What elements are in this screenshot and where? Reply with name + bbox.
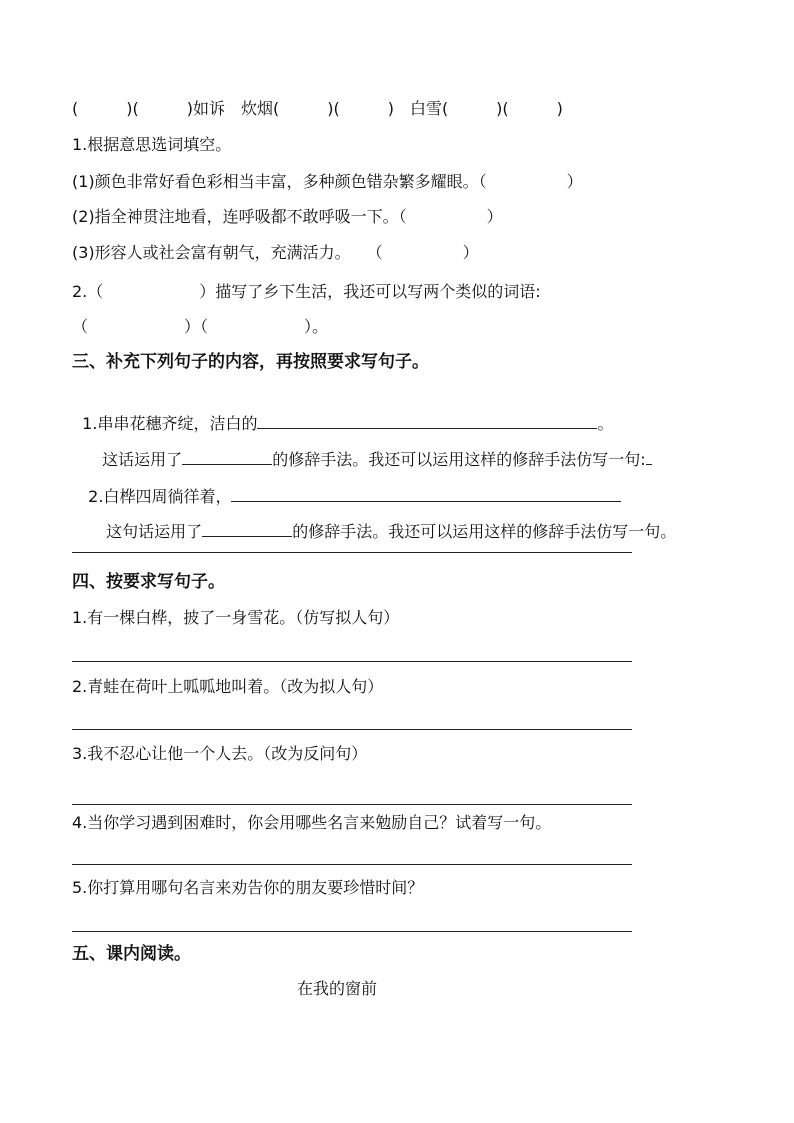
answer-line[interactable] (72, 804, 632, 805)
sentence-1-note-a: 这话运用了 (102, 450, 183, 469)
section-4-item-5: 5.你打算用哪句名言来劝告你的朋友要珍惜时间？ (72, 878, 424, 897)
section-3-heading: 三、补充下列句子的内容，再按照要求写句子。 (72, 352, 429, 372)
rhetoric-blank-2[interactable] (202, 519, 292, 537)
question-1-item-3: (3)形容人或社会富有朝气，充满活力。 （ ） (72, 243, 479, 262)
question-2-prompt: 2.（ ）描写了乡下生活，我还可以写两个类似的词语: (72, 282, 541, 301)
section-3-sentence-2-note (96, 497, 676, 543)
section-5-heading: 五、课内阅读。 (72, 944, 191, 964)
answer-line[interactable] (72, 552, 632, 553)
answer-line[interactable] (72, 864, 632, 865)
sentence-2-note-b: 的修辞手法。我还可以运用这样的修辞手法仿写一句。 (292, 522, 677, 541)
question-1-prompt: 1.根据意思选词填空。 (72, 135, 232, 154)
fill-words-line: ( )( )如诉 炊烟( )( ) 白雪( )( ) (72, 99, 563, 118)
section-4-item-1: 1.有一棵白桦，披了一身雪花。（仿写拟人句） (72, 608, 400, 627)
answer-line[interactable] (72, 729, 632, 730)
section-4-item-4: 4.当你学习遇到困难时，你会用哪些名言来勉励自己？试着写一句。 (72, 813, 552, 832)
sentence-2-prefix: 2.白桦四周徜徉着， (88, 487, 232, 506)
question-1-item-2: (2)指全神贯注地看，连呼吸都不敢呼吸一下。（ ） (72, 207, 503, 226)
question-2-answer-blanks: （ ）（ ）。 (72, 317, 329, 336)
sentence-2-note-a: 这句话运用了 (106, 522, 203, 541)
section-4-item-3: 3.我不忍心让他一个人去。（改为反问句） (72, 744, 368, 763)
sentence-1-note-b: 的修辞手法。我还可以运用这样的修辞手法仿写一句: (272, 450, 646, 469)
section-4-item-2: 2.青蛙在荷叶上呱呱地叫着。（改为拟人句） (72, 677, 384, 696)
answer-line[interactable] (72, 931, 632, 932)
answer-line[interactable] (72, 661, 632, 662)
sentence-1-suffix: 。 (597, 414, 614, 433)
sentence-1-prefix: 1.串串花穗齐绽，洁白的 (82, 414, 258, 433)
question-1-item-1: (1)颜色非常好看色彩相当丰富，多种颜色错杂繁多耀眼。（ ） (72, 172, 583, 191)
imitation-blank-1[interactable] (646, 447, 652, 465)
reading-passage-title: 在我的窗前 (297, 979, 378, 998)
section-4-heading: 四、按要求写句子。 (72, 572, 225, 592)
